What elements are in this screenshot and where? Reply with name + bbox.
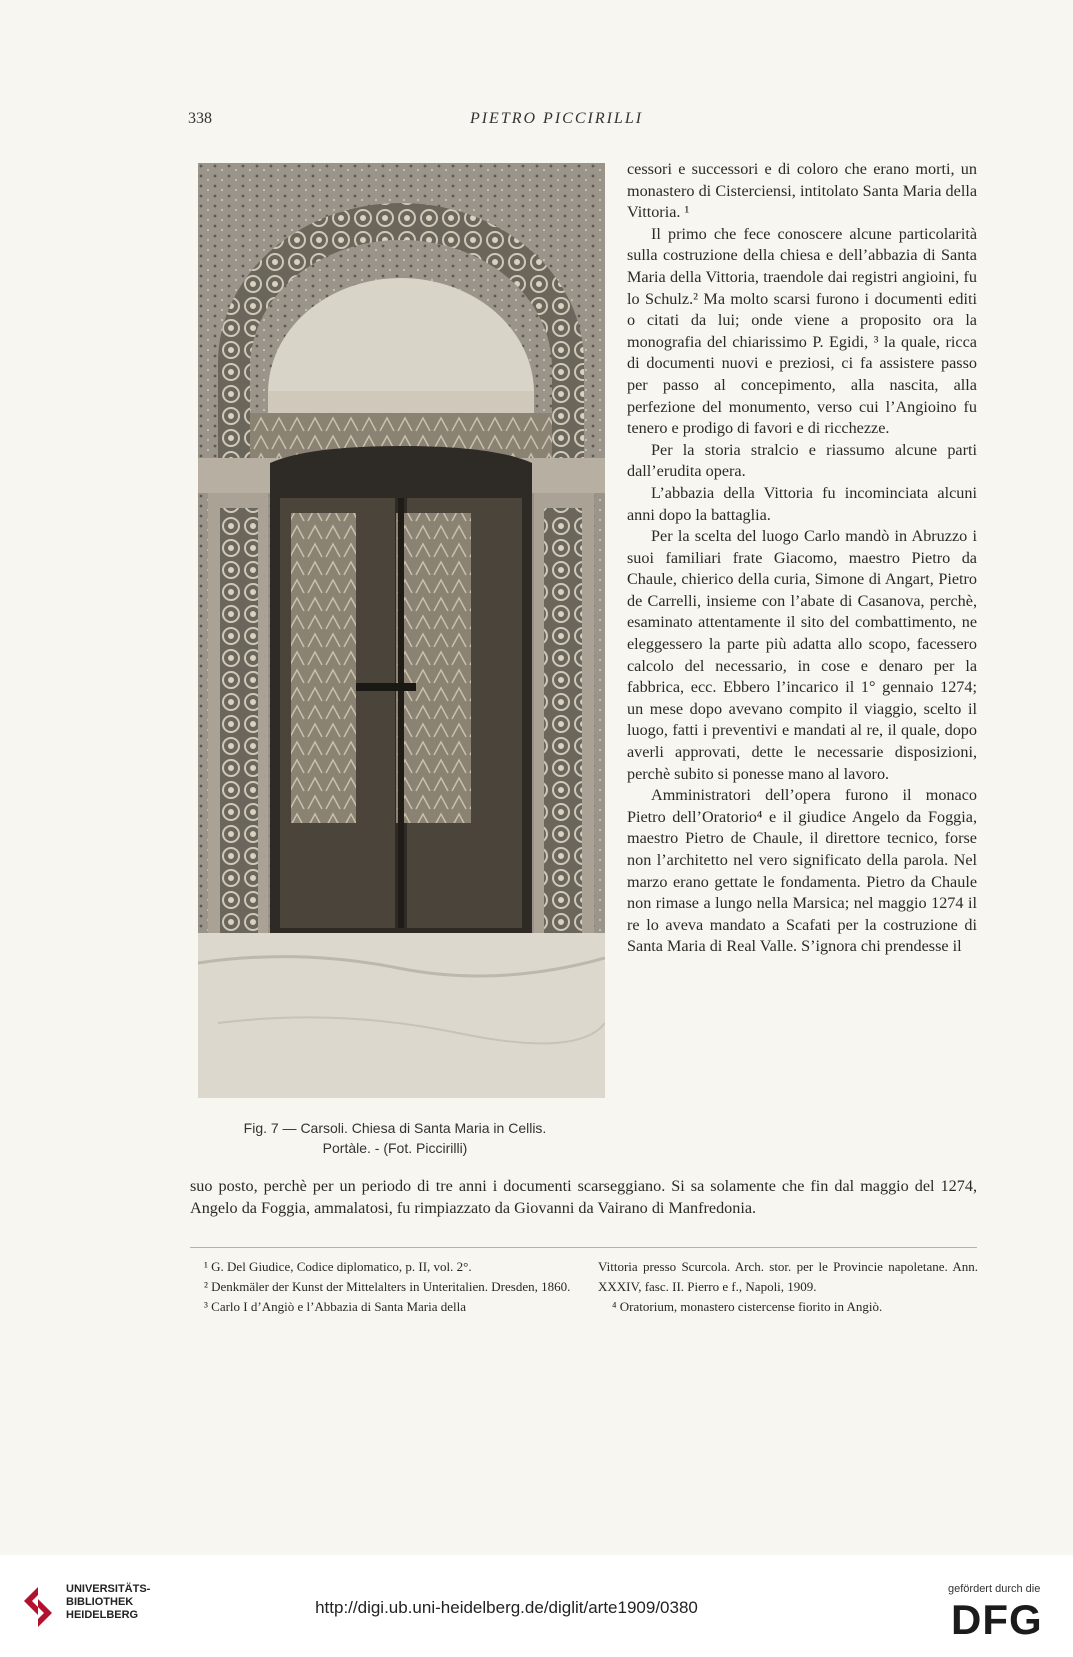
footnotes-right (598, 1257, 978, 1317)
text-column (627, 159, 977, 958)
library-name-line: BIBLIOTHEK (66, 1596, 134, 1608)
full-width-text (190, 1176, 977, 1219)
caption-line-2: Portàle. - (Fot. Piccirilli) (322, 1140, 468, 1156)
footnote: Vittoria presso Scurcola. Arch. stor. per le Provincie napoletane. Ann. XXXIV, fasc. II. Pierro e f., Napoli, 1909. (598, 1259, 978, 1294)
paragraph: L’abbazia della Vittoria fu incominciata alcuni anni dopo la battaglia. (627, 483, 977, 524)
paragraph: Amministratori dell’opera furono il monaco Pietro dell’Oratorio⁴ e il giudice Angelo da Foggia, maestro Pietro de Chaule, il direttore tecnico, forse non l’architetto nel vero significato della parola. Nel marzo erano gettate le fondamenta. Pietro da Chaule non rimase a lungo nella Marsica; nel maggio 1274 il re lo aveva mandato a Scafati per la costruzione di Santa Maria di Real Valle. S’ignora chi prendesse il (627, 786, 977, 956)
portal-photograph (198, 163, 605, 1098)
footnote: ⁴ Oratorium, monastero cistercense fiorito in Angiò. (612, 1299, 883, 1314)
paragraph: Per la storia stralcio e riassumo alcune parti dall’erudita opera. (627, 440, 977, 481)
paragraph: suo posto, perchè per un periodo di tre anni i documenti scarseggiano. Si sa solamente che fin dal maggio del 1274, Angelo da Foggia, ammalatosi, fu rimpiazzato da Giovanni da Vairano di Manfredonia. (190, 1177, 977, 1217)
running-title: PIETRO PICCIRILLI (469, 110, 644, 127)
footnote: ¹ G. Del Giudice, Codice diplomatico, p. II, vol. 2°. (204, 1259, 472, 1274)
dfg-logo[interactable]: DFG (951, 1596, 1043, 1643)
figure-caption (190, 1118, 600, 1158)
footnote: ² Denkmäler der Kunst der Mittelalters in Unteritalien. Dresden, 1860. (204, 1279, 571, 1294)
library-name-line: HEIDELBERG (66, 1609, 139, 1621)
permalink-url[interactable]: http://digi.ub.uni-heidelberg.de/diglit/arte1909/0380 (315, 1598, 698, 1617)
paragraph: Il primo che fece conoscere alcune particolarità sulla costruzione della chiesa e dell’abbazia di Santa Maria della Vittoria, traendole dai registri angioini, fu lo Schulz.² Ma molto scarsi furono i documenti editi o citati da lui; onde viene a proposito ora la monografia del chiarissimo P. Egidi, ³ la quale, ricca di documenti nuovi e preziosi, ci fa assistere passo per passo al concepimento, alla nascita, alla perfezione del monumento, verso cui l’Angioino fu tenero e prodigo di favori e di ricchezze. (627, 224, 977, 438)
footnotes-left (190, 1257, 575, 1317)
paragraph: Per la scelta del luogo Carlo mandò in Abruzzo i suoi familiari frate Giacomo, maestro Pietro da Chaule, chierico della curia, Simone di Angart, Pietro de Carrelli, insieme con l’abate di Casanova, perchè, esaminato attentamente il sito del combattimento, ne eleggessero la parte più adatta allo scopo, facessero calcolo del necessario, in cose e denaro per la fabbrica, ecc. Ebbero l’incarico il 1° gennaio 1274; un mese dopo avevano compito il viaggio, scelto il luogo, fatti i preventivi e mandati al re, il quale, dopo averli approvati, dette le necessarie disposizioni, perchè subito si ponesse mano al lavoro. (627, 527, 977, 783)
paragraph: cessori e successori e di coloro che erano morti, un monastero di Cisterciensi, intitolato Santa Maria della Vittoria. ¹ (627, 160, 977, 222)
footnote: ³ Carlo I d’Angiò e l’Abbazia di Santa Maria della (204, 1299, 467, 1314)
portal-illustration (198, 163, 605, 1098)
funded-by-label: gefördert durch die (948, 1583, 1041, 1595)
footnote-divider (190, 1247, 977, 1248)
page-number: 338 (188, 110, 212, 127)
library-name-line: UNIVERSITÄTS- (66, 1583, 151, 1595)
viewer-footer (0, 1555, 1073, 1657)
caption-line-1: Fig. 7 — Carsoli. Chiesa di Santa Maria in Cellis. (243, 1120, 547, 1136)
